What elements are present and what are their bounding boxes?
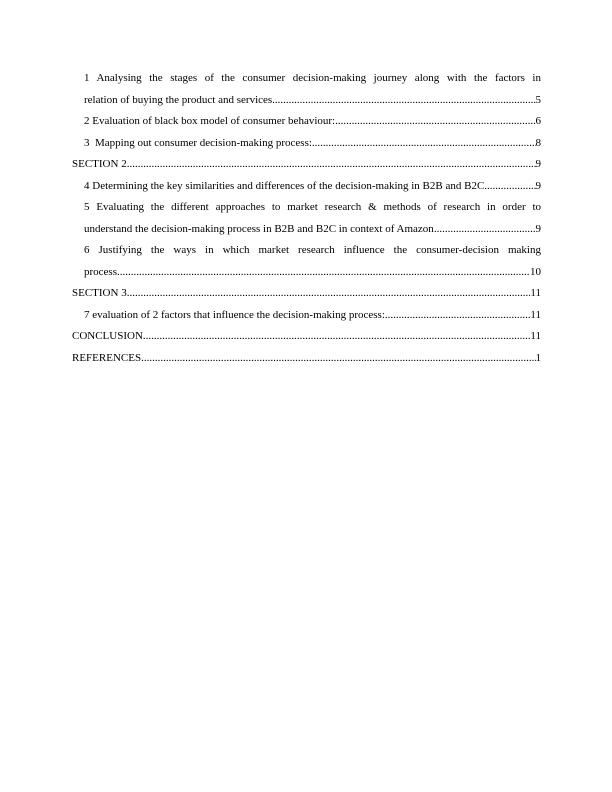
toc-entry-last-line [84,176,541,198]
toc-entry-last-line [72,283,541,305]
toc-entry-last-line [72,348,541,370]
toc-entry-last-line [72,326,541,348]
toc-entry-consumer-journey[interactable] [72,68,541,111]
toc-entry-title: understand the decision-making process in B2B and B2C in context of Amazon [84,222,434,235]
table-of-contents [72,68,541,369]
toc-entry-last-line [84,262,541,284]
toc-dot-leader [143,326,531,348]
toc-entry-black-box-model[interactable] [72,111,541,133]
toc-entry-title: SECTION 3 [72,287,127,299]
toc-dot-leader [272,90,535,112]
toc-entry-section-3[interactable] [72,283,541,305]
toc-dot-leader [335,111,535,133]
toc-entry-title: 7 evaluation of 2 factors that influence the decision-making process: [84,308,385,321]
toc-entry-b2b-b2c-similarities[interactable] [72,176,541,198]
toc-page-number: 11 [530,287,541,299]
toc-dot-leader [312,133,536,155]
toc-page-number: 10 [530,265,541,278]
toc-dot-leader [385,305,531,327]
toc-entry-section-2[interactable] [72,154,541,176]
toc-entry-two-factors[interactable] [72,305,541,327]
toc-entry-last-line [72,154,541,176]
toc-page-number: 6 [535,115,541,127]
toc-entry-title: REFERENCES [72,351,142,364]
toc-entry-title: SECTION 2 [72,158,127,170]
toc-page-number: 11 [530,330,541,342]
toc-entry-last-line [84,133,541,155]
toc-entry-title: 2 Evaluation of black box model of consumer behaviour: [84,115,336,127]
toc-entry-market-research-influence[interactable] [72,240,541,283]
toc-dot-leader [127,283,531,305]
toc-entry-last-line [84,219,541,241]
toc-entry-last-line [84,111,541,133]
toc-entry-market-research-approaches[interactable] [72,197,541,240]
toc-dot-leader [487,176,535,198]
toc-entry-conclusion[interactable] [72,326,541,348]
toc-entry-references[interactable] [72,348,541,370]
toc-entry-title: 4 Determining the key similarities and differences of the decision-making in B2B and B2C. [84,179,488,192]
toc-page-number: 11 [530,308,541,321]
toc-entry-mapping-process[interactable] [72,133,541,155]
toc-entry-first-line: 5 Evaluating the different approaches to market research & methods of research in order to [84,201,541,213]
toc-entry-title: CONCLUSION [72,330,143,342]
toc-page-number: 9 [535,222,541,235]
toc-dot-leader [117,262,530,284]
toc-entry-title: relation of buying the product and services [84,93,273,106]
toc-page-number: 9 [535,179,541,192]
toc-page-number: 8 [535,136,541,149]
toc-entry-title: process [84,265,117,278]
toc-page-number: 9 [535,158,541,170]
toc-entry-last-line [84,90,541,112]
toc-dot-leader [434,219,536,241]
toc-entry-first-line: 1 Analysing the stages of the consumer decision-making journey along with the factors in [84,72,541,84]
toc-page-number: 5 [535,93,541,106]
toc-dot-leader [127,154,536,176]
toc-entry-title: 3 Mapping out consumer decision-making process: [84,136,312,149]
toc-dot-leader [141,348,535,370]
toc-entry-first-line: 6 Justifying the ways in which market research influence the consumer-decision making [84,244,541,256]
toc-entry-last-line [84,305,541,327]
toc-page-number: 1 [535,351,541,364]
